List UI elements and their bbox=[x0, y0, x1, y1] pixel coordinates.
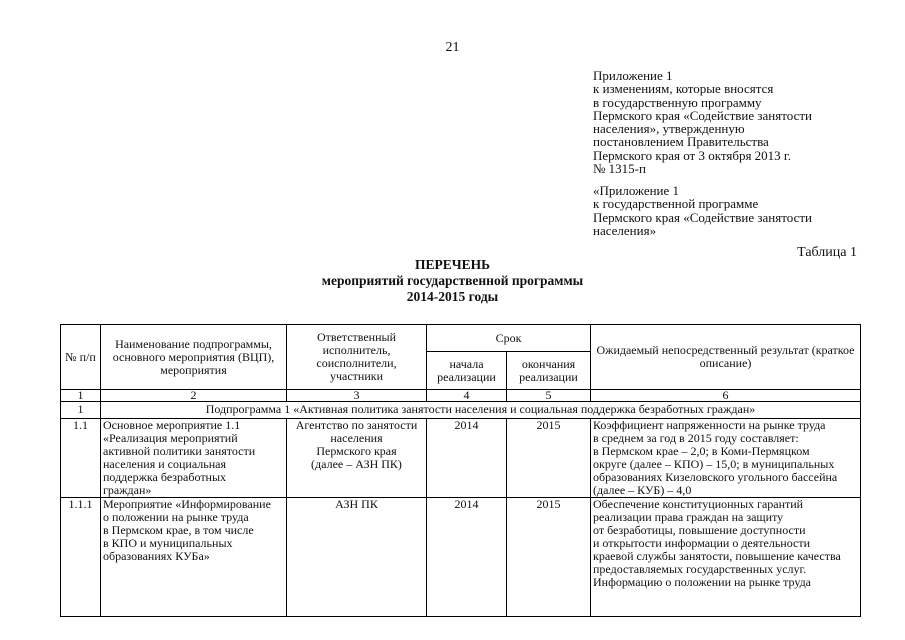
row-executor-line: населения bbox=[330, 431, 383, 445]
row-start: 2014 bbox=[427, 419, 507, 498]
row-num: 1.1.1 bbox=[61, 498, 101, 617]
row-executor-line: Агентство по занятости bbox=[295, 418, 418, 432]
header-period: Срок bbox=[427, 325, 591, 352]
row-result-line: образованиях Кизеловского угольного бассейна bbox=[593, 470, 838, 484]
row-executor-line: Пермского края bbox=[316, 444, 397, 458]
header-result: Ожидаемый непосредственный результат (краткое описание) bbox=[591, 325, 861, 390]
row-end: 2015 bbox=[507, 419, 591, 498]
table-row bbox=[61, 498, 861, 617]
row-result-line: в Пермском крае – 2,0; в Коми-Пермяцком bbox=[593, 444, 810, 458]
appendix-line: населения» bbox=[593, 222, 657, 238]
title-line-2: мероприятий государственной программы bbox=[321, 273, 584, 288]
row-name-line: Основное мероприятие 1.1 bbox=[103, 418, 241, 432]
row-result-line: округе (далее – КПО) – 15,0; в муниципальных bbox=[593, 457, 835, 471]
row-result-line: и открытости информации о деятельности bbox=[593, 536, 811, 550]
column-number: 5 bbox=[507, 390, 591, 402]
row-result bbox=[591, 419, 861, 498]
row-num: 1.1 bbox=[61, 419, 101, 498]
measures-table bbox=[60, 324, 861, 617]
row-result-line: Обеспечение конституционных гарантий bbox=[593, 497, 804, 511]
appendix-line: к государственной программе bbox=[593, 196, 759, 212]
table-row bbox=[61, 419, 861, 498]
row-end: 2015 bbox=[507, 498, 591, 617]
title-line-3: 2014-2015 годы bbox=[406, 289, 499, 304]
column-number: 6 bbox=[591, 390, 861, 402]
row-executor bbox=[287, 419, 427, 498]
appendix-line: населения», утвержденную bbox=[593, 121, 745, 137]
row-executor-line: АЗН ПК bbox=[335, 497, 378, 511]
column-number: 3 bbox=[287, 390, 427, 402]
row-name-line: населения и социальная bbox=[103, 457, 226, 471]
page-number: 21 bbox=[445, 40, 460, 55]
row-name bbox=[101, 498, 287, 617]
row-name-line: в Пермском крае, в том числе bbox=[103, 523, 254, 537]
column-number: 2 bbox=[101, 390, 287, 402]
subprogram-row bbox=[61, 402, 861, 419]
appendix-block-program bbox=[593, 184, 883, 237]
row-name-line: Мероприятие «Информирование bbox=[103, 497, 271, 511]
appendix-line: Пермского края «Содействие занятости bbox=[593, 209, 812, 225]
appendix-block-amendments bbox=[593, 69, 883, 175]
row-result-line: реализации права граждан на защиту bbox=[593, 510, 784, 524]
row-name-line: поддержка безработных bbox=[103, 470, 227, 484]
title-line-1: ПЕРЕЧЕНЬ bbox=[414, 257, 491, 272]
appendix-line: к изменениям, которые вносятся bbox=[593, 81, 774, 97]
header-executor: Ответственный исполнитель, соисполнители, участники bbox=[287, 325, 427, 390]
subprogram-num: 1 bbox=[61, 402, 101, 419]
row-result-line: в среднем за год в 2015 году составляет: bbox=[593, 431, 799, 445]
row-result-line: от безработицы, повышение доступности bbox=[593, 523, 806, 537]
header-end: окончания реализации bbox=[507, 352, 591, 390]
row-name-line: активной политики занятости bbox=[103, 444, 256, 458]
row-name-line: «Реализация мероприятий bbox=[103, 431, 238, 445]
subprogram-title: Подпрограмма 1 «Активная политика занятости населения и социальная поддержка безработных граждан» bbox=[101, 402, 861, 419]
appendix-line: Приложение 1 bbox=[593, 68, 673, 83]
column-number: 4 bbox=[427, 390, 507, 402]
row-result-line: Коэффициент напряженности на рынке труда bbox=[593, 418, 826, 432]
row-name bbox=[101, 419, 287, 498]
row-name-line: о положении на рынке труда bbox=[103, 510, 249, 524]
row-name-line: в КПО и муниципальных bbox=[103, 536, 233, 550]
document-title bbox=[0, 257, 905, 305]
header-name: Наименование подпрограммы, основного мероприятия (ВЦП), мероприятия bbox=[101, 325, 287, 390]
row-result-line: предоставляемых государственных услуг. bbox=[593, 562, 807, 576]
appendix-line: в государственную программу bbox=[593, 94, 762, 110]
appendix-line: Пермского края от 3 октября 2013 г. bbox=[593, 147, 792, 163]
header-num: № п/п bbox=[61, 325, 101, 390]
row-result-line: Информацию о положении на рынке труда bbox=[593, 575, 812, 589]
row-result-line: (далее – КУБ) – 4,0 bbox=[593, 483, 692, 497]
row-name-line: граждан» bbox=[103, 483, 152, 497]
column-number: 1 bbox=[61, 390, 101, 402]
row-result bbox=[591, 498, 861, 617]
row-start: 2014 bbox=[427, 498, 507, 617]
appendix-line: Пермского края «Содействие занятости bbox=[593, 107, 812, 123]
appendix-line: «Приложение 1 bbox=[593, 183, 680, 198]
row-result-line: краевой службы занятости, повышение качества bbox=[593, 549, 841, 563]
row-name-line: образованиях КУБа» bbox=[103, 549, 210, 563]
column-number-row bbox=[61, 390, 861, 402]
row-executor bbox=[287, 498, 427, 617]
row-executor-line: (далее – АЗН ПК) bbox=[311, 457, 402, 471]
appendix-line: постановлением Правительства bbox=[593, 134, 769, 150]
appendix-line: № 1315-п bbox=[593, 161, 646, 177]
table-label: Таблица 1 bbox=[797, 245, 857, 260]
header-start: начала реализации bbox=[427, 352, 507, 390]
